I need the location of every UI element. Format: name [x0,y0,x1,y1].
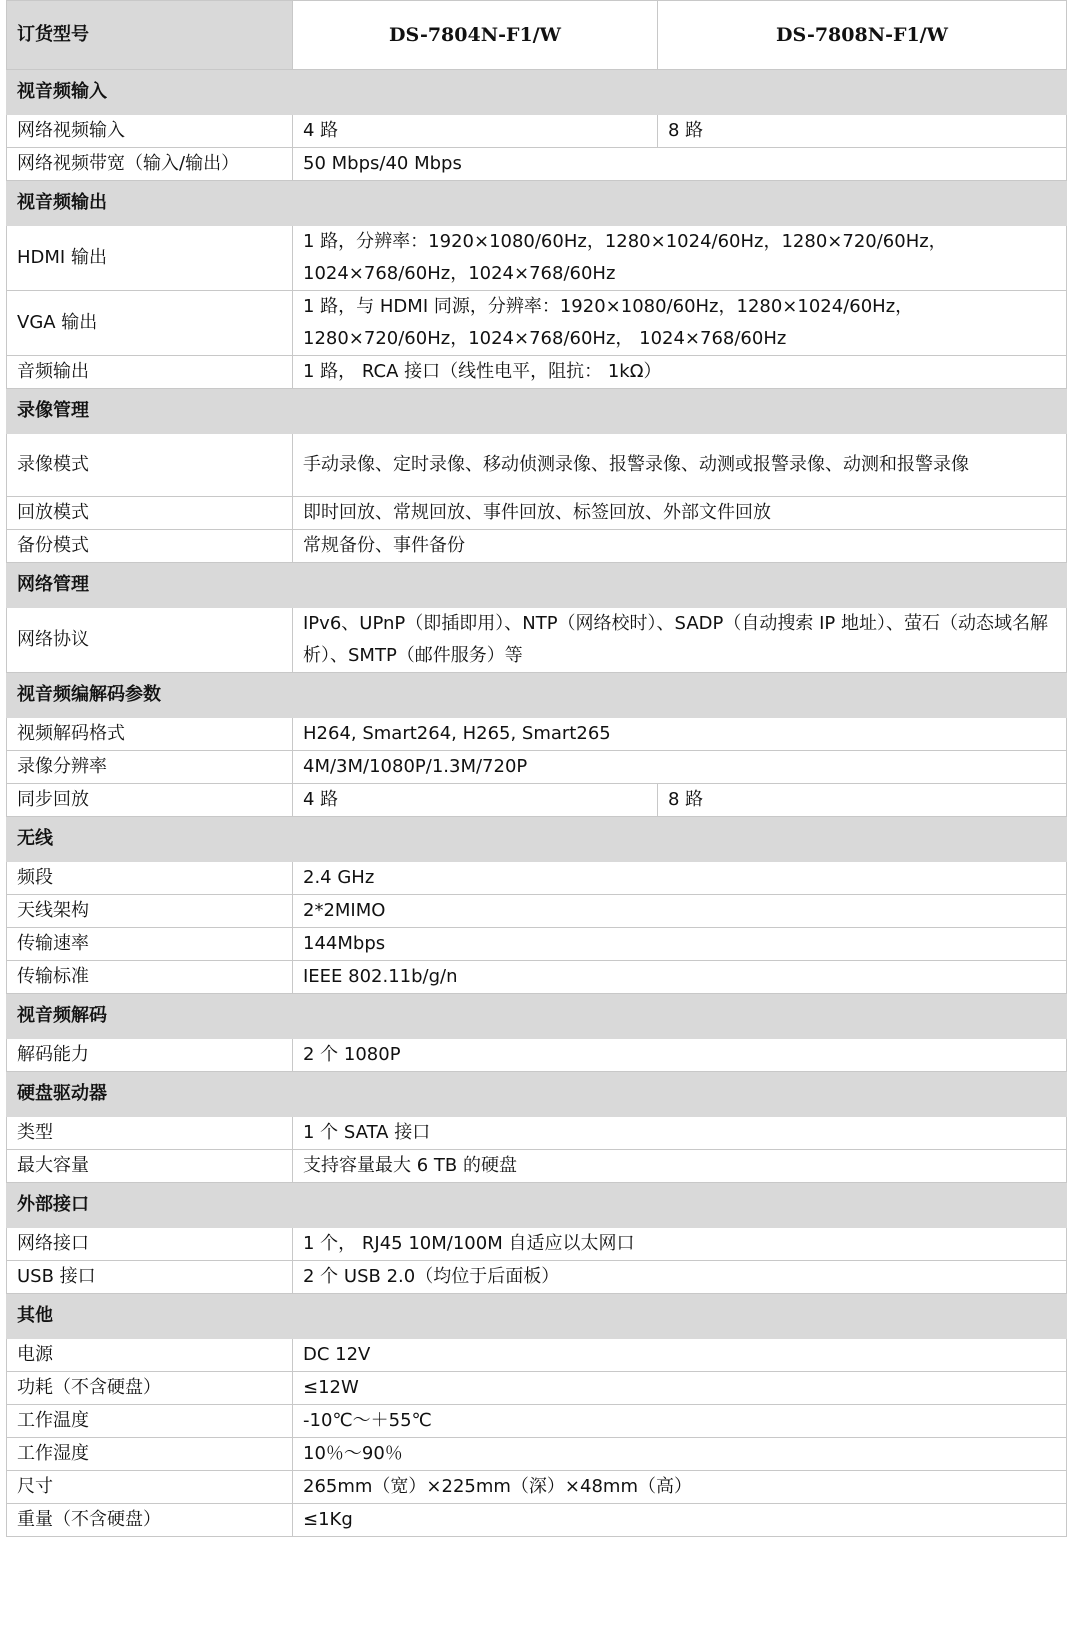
spec-row [7,1372,1067,1405]
spec-label: 备份模式 [7,530,293,563]
spec-row [7,608,1067,673]
spec-value: 2*2MIMO [293,895,1067,928]
spec-label: 网络视频输入 [7,115,293,148]
spec-value: IPv6、UPnP（即插即用）、NTP（网络校时）、SADP（自动搜索 IP 地址）、萤石（动态域名解析）、SMTP（邮件服务）等 [293,608,1067,673]
spec-row [7,148,1067,181]
spec-value: 2 个 1080P [293,1039,1067,1072]
spec-row [7,751,1067,784]
section-header-row [7,1072,1067,1117]
spec-value-model-2: 8 路 [658,784,1067,817]
spec-label: 音频输出 [7,356,293,389]
spec-table [6,0,1067,1537]
section-title: 外部接口 [7,1183,1067,1228]
spec-row [7,1039,1067,1072]
spec-row [7,718,1067,751]
section-header-row [7,1183,1067,1228]
spec-label: 网络视频带宽（输入/输出） [7,148,293,181]
spec-row [7,226,1067,291]
spec-value: 1 路，分辨率：1920×1080/60Hz，1280×1024/60Hz，1280×720/60Hz，1024×768/60Hz，1024×768/60Hz [293,226,1067,291]
spec-value-model-2: 8 路 [658,115,1067,148]
spec-row [7,1150,1067,1183]
spec-label: 网络协议 [7,608,293,673]
spec-label: 频段 [7,862,293,895]
spec-label: 传输标准 [7,961,293,994]
spec-value: 手动录像、定时录像、移动侦测录像、报警录像、动测或报警录像、动测和报警录像 [293,434,1067,497]
spec-label: 同步回放 [7,784,293,817]
spec-value: 4M/3M/1080P/1.3M/720P [293,751,1067,784]
spec-label: HDMI 输出 [7,226,293,291]
spec-value: 2.4 GHz [293,862,1067,895]
section-title: 视音频解码 [7,994,1067,1039]
spec-label: 类型 [7,1117,293,1150]
spec-value: -10℃～＋55℃ [293,1405,1067,1438]
spec-label: 视频解码格式 [7,718,293,751]
header-row [7,1,1067,70]
spec-value: 265mm（宽）×225mm（深）×48mm（高） [293,1471,1067,1504]
spec-label: 网络接口 [7,1228,293,1261]
spec-label: 回放模式 [7,497,293,530]
spec-label: 最大容量 [7,1150,293,1183]
spec-value: IEEE 802.11b/g/n [293,961,1067,994]
spec-label: 录像模式 [7,434,293,497]
section-header-row [7,181,1067,226]
spec-label: USB 接口 [7,1261,293,1294]
spec-label: 工作温度 [7,1405,293,1438]
spec-value: 1 个， RJ45 10M/100M 自适应以太网口 [293,1228,1067,1261]
section-header-row [7,994,1067,1039]
section-title: 视音频输出 [7,181,1067,226]
section-title: 录像管理 [7,389,1067,434]
spec-label: 功耗（不含硬盘） [7,1372,293,1405]
spec-row [7,1261,1067,1294]
section-title: 无线 [7,817,1067,862]
model-name: DS-7804N-F1/W [293,1,658,70]
spec-value-model-1: 4 路 [293,115,658,148]
spec-row [7,862,1067,895]
spec-label: 传输速率 [7,928,293,961]
spec-label: 解码能力 [7,1039,293,1072]
spec-label: 工作湿度 [7,1438,293,1471]
section-header-row [7,563,1067,608]
spec-label: 电源 [7,1339,293,1372]
section-header-row [7,389,1067,434]
spec-value: 常规备份、事件备份 [293,530,1067,563]
spec-row [7,434,1067,497]
spec-value-model-1: 4 路 [293,784,658,817]
spec-label: 重量（不含硬盘） [7,1504,293,1537]
spec-row [7,1504,1067,1537]
section-title: 其他 [7,1294,1067,1339]
spec-value: ≤12W [293,1372,1067,1405]
section-title: 硬盘驱动器 [7,1072,1067,1117]
spec-label: 天线架构 [7,895,293,928]
spec-row [7,1339,1067,1372]
header-label: 订货型号 [7,1,293,70]
spec-row [7,530,1067,563]
spec-value: 支持容量最大 6 TB 的硬盘 [293,1150,1067,1183]
model-name: DS-7808N-F1/W [658,1,1067,70]
spec-value: ≤1Kg [293,1504,1067,1537]
spec-row [7,1117,1067,1150]
spec-label: VGA 输出 [7,291,293,356]
spec-label: 录像分辨率 [7,751,293,784]
spec-row [7,928,1067,961]
spec-value: 50 Mbps/40 Mbps [293,148,1067,181]
spec-value: 1 路， RCA 接口（线性电平，阻抗： 1kΩ） [293,356,1067,389]
spec-row [7,1471,1067,1504]
spec-label: 尺寸 [7,1471,293,1504]
spec-row [7,1228,1067,1261]
spec-value: 1 个 SATA 接口 [293,1117,1067,1150]
section-header-row [7,1294,1067,1339]
spec-row [7,784,1067,817]
spec-row [7,1405,1067,1438]
spec-row [7,497,1067,530]
section-title: 视音频编解码参数 [7,673,1067,718]
spec-row [7,291,1067,356]
section-title: 视音频输入 [7,70,1067,115]
spec-value: 1 路，与 HDMI 同源，分辨率：1920×1080/60Hz，1280×1024/60Hz，1280×720/60Hz，1024×768/60Hz， 1024×768/60Hz [293,291,1067,356]
spec-value: DC 12V [293,1339,1067,1372]
spec-value: 2 个 USB 2.0（均位于后面板） [293,1261,1067,1294]
spec-value: 即时回放、常规回放、事件回放、标签回放、外部文件回放 [293,497,1067,530]
spec-row [7,1438,1067,1471]
spec-row [7,115,1067,148]
spec-value: 10％～90％ [293,1438,1067,1471]
section-header-row [7,673,1067,718]
spec-value: 144Mbps [293,928,1067,961]
section-header-row [7,70,1067,115]
spec-table-body [7,1,1067,1537]
spec-value: H264, Smart264, H265, Smart265 [293,718,1067,751]
spec-row [7,961,1067,994]
section-header-row [7,817,1067,862]
spec-row [7,895,1067,928]
spec-row [7,356,1067,389]
section-title: 网络管理 [7,563,1067,608]
